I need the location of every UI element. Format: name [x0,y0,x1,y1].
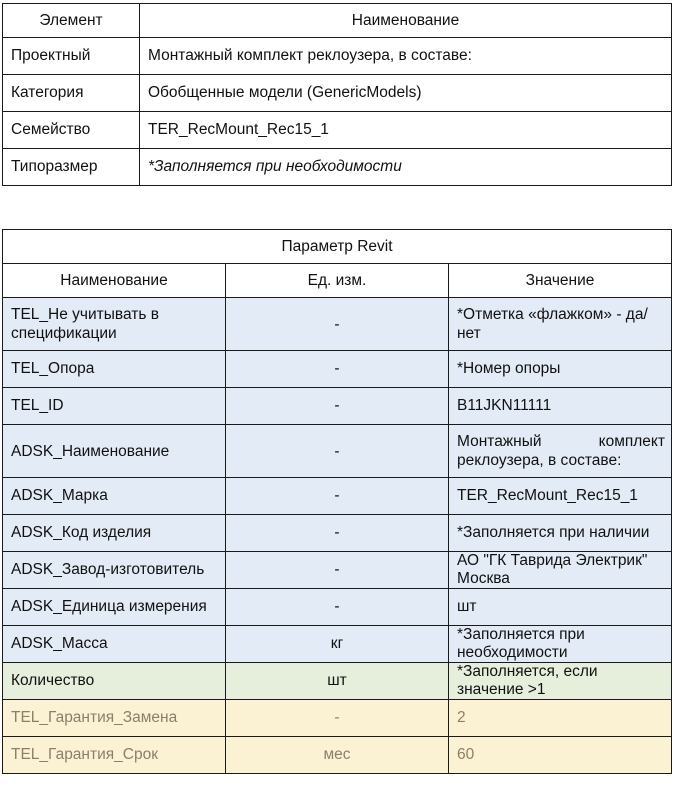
table-row [3,737,672,774]
table-row [3,478,672,515]
table-row [3,626,672,663]
param-name: TEL_Опора [3,351,226,388]
param-unit: - [226,298,449,351]
param-unit: - [226,552,449,589]
param-unit: - [226,589,449,626]
param-value: *Номер опоры [449,351,672,388]
row-value: TER_RecMount_Rec15_1 [140,112,672,149]
param-value: АО "ГК Таврида Электрик" Москва [449,552,672,589]
table-row [3,663,672,700]
param-unit: - [226,351,449,388]
param-value: *Отметка «флажком» - да/нет [449,298,672,351]
table-header-row [3,264,672,298]
row-value: Монтажный комплект реклоузера, в составе: [140,38,672,75]
table-row [3,75,672,112]
revit-parameter-table [2,229,672,774]
param-name: Количество [3,663,226,700]
param-value: 2 [449,700,672,737]
row-key: Типоразмер [3,149,140,186]
header-name: Наименование [140,4,672,38]
row-key: Семейство [3,112,140,149]
param-value: 60 [449,737,672,774]
row-value: *Заполняется при необходимости [140,149,672,186]
param-unit: - [226,388,449,425]
element-table [2,3,672,186]
row-key: Проектный [3,38,140,75]
param-value: Монтажный комплект реклоузера, в составе: [449,425,672,478]
table-caption-row [3,230,672,264]
param-unit: мес [226,737,449,774]
param-name: ADSK_Код изделия [3,515,226,552]
param-unit: - [226,515,449,552]
header-unit: Ед. изм. [226,264,449,298]
param-value: *Заполняется, если значение >1 [449,663,672,700]
param-unit: - [226,425,449,478]
param-value: *Заполняется при необходимости [449,626,672,663]
param-value: *Заполняется при наличии [449,515,672,552]
table-row [3,298,672,351]
header-value: Значение [449,264,672,298]
param-name: TEL_Не учитывать в спецификации [3,298,226,351]
table-row [3,38,672,75]
table-row [3,112,672,149]
param-value: TER_RecMount_Rec15_1 [449,478,672,515]
table-row [3,388,672,425]
param-name: ADSK_Завод-изготовитель [3,552,226,589]
param-value: B11JKN11111 [449,388,672,425]
param-unit: шт [226,663,449,700]
param-name: ADSK_Наименование [3,425,226,478]
table-row [3,552,672,589]
param-name: TEL_Гарантия_Замена [3,700,226,737]
header-element: Элемент [3,4,140,38]
param-unit: кг [226,626,449,663]
table-row [3,700,672,737]
table-row [3,351,672,388]
table-row [3,515,672,552]
param-name: ADSK_Единица измерения [3,589,226,626]
element-table-header [3,4,672,38]
param-value: шт [449,589,672,626]
param-name: TEL_Гарантия_Срок [3,737,226,774]
param-unit: - [226,700,449,737]
table-row [3,149,672,186]
row-value: Обобщенные модели (GenericModels) [140,75,672,112]
param-name: TEL_ID [3,388,226,425]
table-row [3,425,672,478]
param-unit: - [226,478,449,515]
row-key: Категория [3,75,140,112]
table-caption: Параметр Revit [3,230,672,264]
param-name: ADSK_Масса [3,626,226,663]
table-row [3,589,672,626]
header-name: Наименование [3,264,226,298]
param-name: ADSK_Марка [3,478,226,515]
